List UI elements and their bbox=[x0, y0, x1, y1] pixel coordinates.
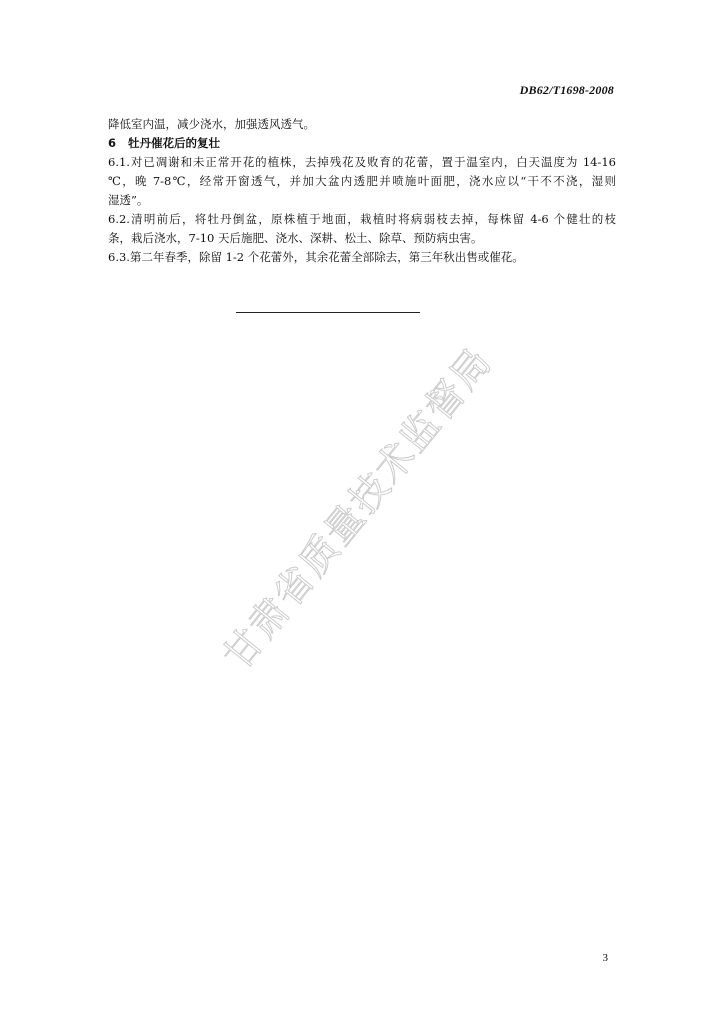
page-number: 3 bbox=[602, 952, 608, 964]
paragraph-6-1-line-1: 6.1.对已凋谢和未正常开花的植株，去掉残花及败育的花蕾，置于温室内，白天温度为 14-16 bbox=[108, 155, 616, 169]
body-text bbox=[108, 115, 616, 267]
paragraph-6-1-line-3: 湿透”。 bbox=[108, 193, 149, 207]
paragraph-6-3-line-1: 6.3.第二年春季，除留 1-2 个花蕾外，其余花蕾全部除去，第三年秋出售或催花。 bbox=[108, 250, 524, 264]
standard-code: DB62/T1698-2008 bbox=[519, 83, 614, 97]
section-number: 6 bbox=[108, 136, 117, 150]
paragraph-6-1-line-2: ℃，晚 7-8℃，经常开窗透气，并加大盆内透肥并喷施叶面肥，浇水应以“干不不浇，湿则 bbox=[108, 174, 616, 188]
section-heading bbox=[108, 134, 616, 153]
paragraph-line: 降低室内温，减少浇水，加强透风透气。 bbox=[108, 117, 315, 131]
watermark: 甘肃省质量技术监督局 bbox=[214, 338, 501, 678]
paragraph-6-2-line-1: 6.2.清明前后，将牡丹倒盆，原株植于地面，栽植时将病弱枝去掉，每株留 4-6 个健壮的枝 bbox=[108, 212, 616, 226]
end-of-document-rule bbox=[236, 312, 420, 313]
paragraph-6-2-line-2: 条，栽后浇水，7-10 天后施肥、浇水、深耕、松土、除草、预防病虫害。 bbox=[108, 231, 483, 245]
section-title: 牡丹催花后的复壮 bbox=[128, 136, 220, 150]
